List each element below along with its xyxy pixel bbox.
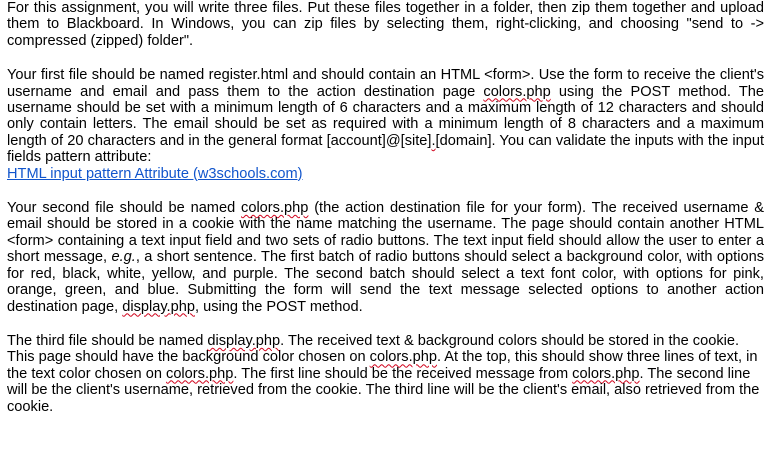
first-file-text-1: Your first file should be named register.html and should contain an HTML <form>. Use the form to receive the client's username and email and pass them to the action destination page (7, 67, 764, 100)
paragraph-spacer (7, 49, 764, 67)
spellcheck-word-colors-php: colors.php (483, 83, 551, 100)
second-file-text-2: (the action destination file for your form). The received username & email should be stored in a cookie with the name matching the username. The page should contain another HTML <form> containing a text input field and two sets of radio buttons. The text input field should allow the user to enter a short message, (7, 200, 764, 266)
paragraph-second-file (7, 200, 764, 315)
third-file-text-4: . The first line should be the received message from (233, 365, 573, 382)
spellcheck-word-display-php: display.php (122, 298, 195, 315)
second-file-text-4: , using the POST method. (194, 298, 363, 315)
paragraph-spacer (7, 182, 764, 200)
third-file-text-5: . The second line will be the client's username, retrieved from the cookie. The third line will be the client's email, also retrieved from the cookie. (7, 365, 760, 415)
w3schools-pattern-link[interactable]: HTML input pattern Attribute (w3schools.com) (7, 165, 303, 182)
paragraph-third-file (7, 333, 764, 415)
third-file-text-2: . The received text & background colors should be stored in the cookie. This page should have the background color chosen on (7, 332, 740, 366)
third-file-text-3: . At the top, this should show three lines of text, in the text color chosen on (7, 349, 758, 382)
paragraph-intro (7, 0, 764, 49)
spellcheck-word-colors-php: colors.php (369, 349, 437, 366)
first-file-text-2: using the POST method. The username should be set with a minimum length of 6 characters and a maximum length of 12 characters and should only contain letters. The email should be set as required with a minimum length of 8 characters and a maximum length of 20 characters and in the general format [account]@[site] (7, 83, 764, 149)
second-file-text-3: , a short sentence. The first batch of radio buttons should select a background color, with options for red, black, white, yellow, and purple. The second batch should select a text font color, with options for pink, orange, green, and blue. Submitting the form will send the text message selected options to another action destination page, (7, 249, 764, 315)
spellcheck-word-display-php: display.php (207, 332, 281, 349)
intro-text: For this assignment, you will write three files. Put these files together in a folder, then zip them together and upload them to Blackboard. In Windows, you can zip files by selecting them, right-clicking, and choosing "send to -> compressed (zipped) folder". (7, 0, 764, 49)
first-file-text-3: [domain]. You can validate the inputs with the input fields pattern attribute: (7, 132, 764, 166)
spellcheck-word-colors-php: colors.php (166, 365, 234, 382)
third-file-text-1: The third file should be named (7, 332, 208, 349)
paragraph-spacer (7, 315, 764, 333)
spellcheck-word-colors-php: colors.php (241, 200, 309, 217)
spellcheck-word-colors-php: colors.php (572, 365, 640, 382)
paragraph-first-file (7, 67, 764, 182)
second-file-text-1: Your second file should be named (7, 200, 242, 217)
eg-abbreviation: e.g. (111, 249, 136, 266)
spellcheck-mark-dot: . (431, 132, 436, 149)
